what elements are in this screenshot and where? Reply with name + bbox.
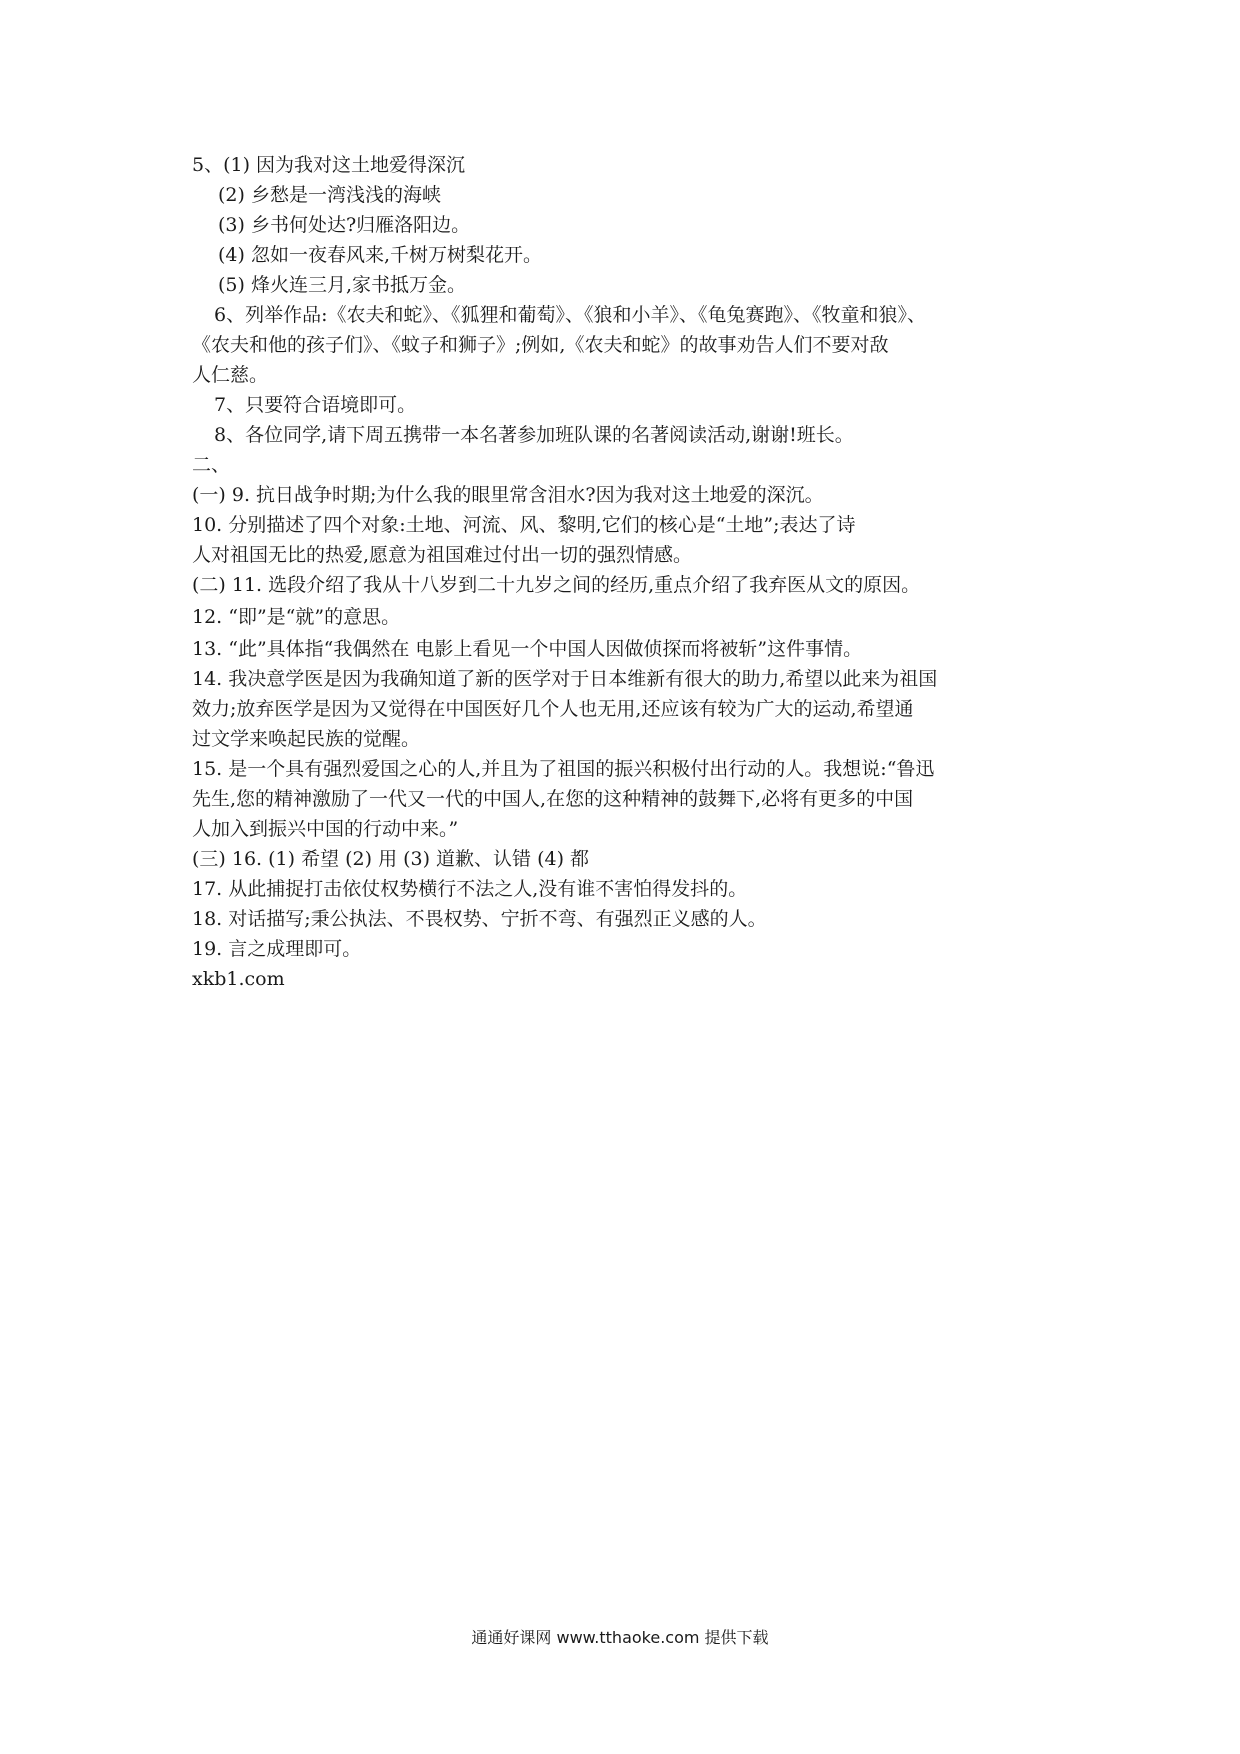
answer-6-line-3: 人仁慈。 — [192, 364, 269, 386]
section-2-heading: 二、 — [192, 454, 231, 476]
source-watermark-text: xkb1.com — [192, 968, 285, 990]
answer-key-content — [192, 150, 1062, 994]
answer-5-2: (2) 乡愁是一湾浅浅的海峡 — [218, 184, 441, 206]
answer-14-line-1: 14. 我决意学医是因为我确知道了新的医学对于日本维新有很大的助力,希望以此来为祖国 — [192, 668, 938, 690]
answer-14-line-2: 效力;放弃医学是因为又觉得在中国医好几个人也无用,还应该有较为广大的运动,希望通 — [192, 698, 914, 720]
answer-19: 19. 言之成理即可。 — [192, 938, 362, 960]
answer-13: 13. “此”具体指“我偶然在 电影上看见一个中国人因做侦探而将被斩”这件事情。 — [192, 638, 863, 660]
answer-10-line-1: 10. 分别描述了四个对象:土地、河流、风、黎明,它们的核心是“土地”;表达了诗 — [192, 514, 856, 536]
answer-8: 8、各位同学,请下周五携带一本名著参加班队课的名著阅读活动,谢谢!班长。 — [214, 424, 854, 446]
answer-18: 18. 对话描写;秉公执法、不畏权势、宁折不弯、有强烈正义感的人。 — [192, 908, 767, 930]
answer-6-line-2: 《农夫和他的孩子们》、《蚊子和狮子》;例如,《农夫和蛇》的故事劝告人们不要对敌 — [192, 334, 889, 356]
answer-5-3: (3) 乡书何处达?归雁洛阳边。 — [218, 214, 471, 236]
answer-15-line-1: 15. 是一个具有强烈爱国之心的人,并且为了祖国的振兴积极付出行动的人。我想说:“鲁迅 — [192, 758, 935, 780]
answer-15-line-2: 先生,您的精神激励了一代又一代的中国人,在您的这种精神的鼓舞下,必将有更多的中国 — [192, 788, 914, 810]
answer-9: (一) 9. 抗日战争时期;为什么我的眼里常含泪水?因为我对这土地爱的深沉。 — [192, 484, 824, 506]
answer-14-line-3: 过文学来唤起民族的觉醒。 — [192, 728, 421, 750]
answer-16: (三) 16. (1) 希望 (2) 用 (3) 道歉、认错 (4) 都 — [192, 848, 590, 870]
answer-5-5: (5) 烽火连三月,家书抵万金。 — [218, 274, 466, 296]
answer-17: 17. 从此捕捉打击依仗权势横行不法之人,没有谁不害怕得发抖的。 — [192, 878, 748, 900]
page-footer: 通通好课网 www.tthaoke.com 提供下载 — [471, 1628, 769, 1647]
answer-5-1: 5、(1) 因为我对这土地爱得深沉 — [192, 154, 466, 176]
answer-5-4: (4) 忽如一夜春风来,千树万树梨花开。 — [218, 244, 542, 266]
answer-12: 12. “即”是“就”的意思。 — [192, 606, 401, 628]
answer-10-line-2: 人对祖国无比的热爱,愿意为祖国难过付出一切的强烈情感。 — [192, 544, 693, 566]
answer-15-line-3: 人加入到振兴中国的行动中来。” — [192, 818, 459, 840]
answer-7: 7、只要符合语境即可。 — [214, 394, 417, 416]
answer-6-line-1: 6、列举作品:《农夫和蛇》、《狐狸和葡萄》、《狼和小羊》、《龟兔赛跑》、《牧童和狼》、 — [214, 304, 926, 326]
answer-11: (二) 11. 选段介绍了我从十八岁到二十九岁之间的经历,重点介绍了我弃医从文的原因。 — [192, 574, 921, 596]
